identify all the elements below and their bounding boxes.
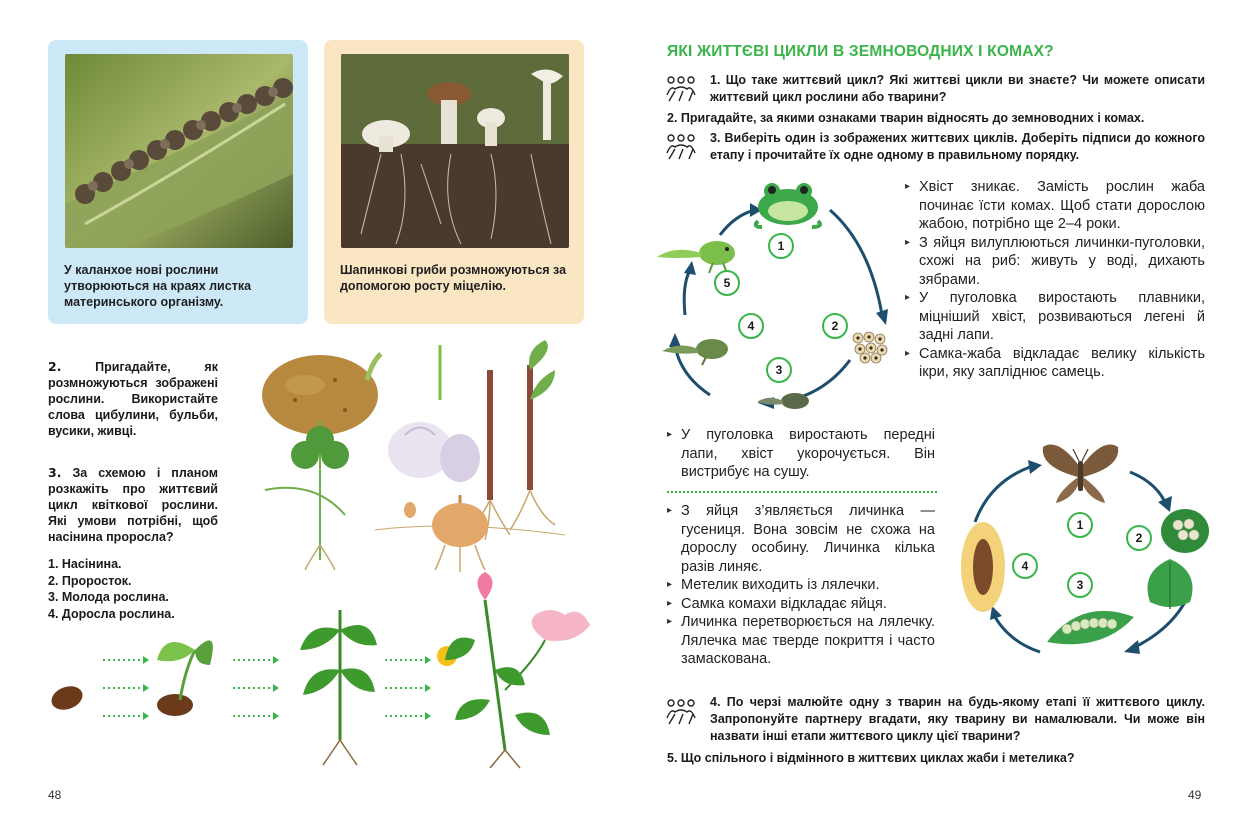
section-divider [667, 491, 937, 493]
question-4: 4. По черзі малюйте одну з тварин на будь-якому етапі її життєвого циклу. Запропонуйте партнеру вгадати, яку тварину ви намалювали. Чи може він назвати інші етапи життєвого циклу цієї тварини? [710, 695, 1205, 743]
frog-caption-extra-list [667, 426, 935, 482]
potato-icon [262, 354, 381, 435]
garlic-icon [388, 345, 480, 482]
right-page-heading: ЯКІ ЖИТТЄВІ ЦИКЛИ В ЗЕМНОВОДНИХ І КОМАХ? [667, 43, 1054, 60]
kalanchoe-photo [65, 54, 293, 248]
seed-icon [48, 682, 86, 714]
frog-eggs-icon [850, 330, 890, 364]
kalanchoe-caption: У каланхое нові рослини утворюються на краях листка материнського організму. [64, 263, 252, 309]
leaf-icon [1140, 557, 1200, 612]
question-5: 5. Що спільного і відмінного в життєвих циклах жаби і метелика? [667, 751, 1075, 765]
frog-caption: ▸ Самка-жаба відкладає велику кількість ікри, яку запліднює самець. [905, 345, 1205, 382]
frog-icon [750, 177, 825, 229]
butterfly-life-cycle-diagram [950, 432, 1215, 667]
group-work-icon [665, 698, 697, 726]
frog-stage-1: 1 [768, 233, 794, 259]
plan-item: 4. Доросла рослина. [48, 606, 175, 621]
plan-item: 2. Проросток. [48, 573, 132, 588]
onion-bulb-icon [375, 495, 565, 572]
group-work-icon [665, 133, 697, 161]
task2-text: Пригадайте, як розмножуються зображені рослини. Використайте слова [48, 360, 218, 422]
frog-stage-2: 2 [822, 313, 848, 339]
task2-words: цибулини, бульби, вусики, живці. [48, 408, 218, 438]
mushroom-caption: Шапинкові гриби розмножуються за допомогою росту міцелію. [340, 263, 567, 293]
task2: 2. Пригадайте, як розмножуються зображені рослини. Використайте слова цибулини, бульби, вусики, живці. [48, 359, 218, 438]
page-number-left: 48 [48, 788, 62, 802]
caterpillar-icon [1042, 597, 1137, 652]
butterfly-icon [1038, 437, 1123, 507]
question-3: 3. Виберіть один із зображених життєвих циклів. Доберіть підписи до кожного етапу і прочитайте їх одне одному в правильному порядку. [710, 131, 1205, 162]
frog-caption: ▸ У пуголовка виростають плавники, міцніший хвіст, розвиваються легені й задні лапи. [905, 289, 1205, 345]
kalanchoe-card [48, 40, 308, 324]
flower-life-cycle-illustration [45, 570, 595, 770]
butterfly-stage-1: 1 [1067, 512, 1093, 538]
mushroom-photo [341, 54, 569, 248]
seedling-icon [157, 640, 213, 716]
cutting-icon [470, 340, 555, 540]
plan-item: 3. Молода рослина. [48, 590, 169, 604]
frog-caption-extra: ▸ У пуголовка виростають передні лапи, хвіст укорочується. Він вистрибує на сушу. [667, 426, 935, 482]
plan-item: 1. Насінина. [48, 557, 122, 571]
butterfly-stage-3: 3 [1067, 572, 1093, 598]
tadpole-icon [755, 390, 815, 412]
pupa-icon [958, 520, 1008, 615]
question-1: 1. Що таке життєвий цикл? Які життєві цикли ви знаєте? Чи можете описати життєвий цикл рослини або тварини? [710, 73, 1205, 104]
tadpole-hind-legs-icon [660, 335, 735, 367]
frog-stage-3: 3 [766, 357, 792, 383]
frog-caption: ▸ Хвіст зникає. Замість рослин жаба починає їсти комах. Щоб стати дорослою жабою, потрібно ще 2–4 роки. [905, 178, 1205, 234]
group-work-icon [665, 75, 697, 103]
flow-arrows [103, 660, 425, 716]
page-number-right: 49 [1188, 788, 1202, 802]
butterfly-stage-2: 2 [1126, 525, 1152, 551]
butterfly-eggs-icon [1160, 507, 1210, 555]
kalanchoe-leaf-icon [65, 54, 293, 248]
frog-stage-5: 5 [714, 270, 740, 296]
butterfly-stage-4: 4 [1012, 553, 1038, 579]
reproduction-plants-illustration [245, 340, 590, 575]
young-plant-icon [300, 610, 377, 765]
adult-plant-icon [437, 572, 590, 768]
tadpole-legs-icon [655, 235, 745, 275]
butterfly-caption: ▸ Самка комахи відкладає яйця. [667, 595, 935, 614]
strawberry-icon [265, 420, 349, 570]
frog-stage-4: 4 [738, 313, 764, 339]
butterfly-caption: ▸ Метелик виходить із лялечки. [667, 576, 935, 595]
task3: 3. За схемою і планом розкажіть про життєвий цикл квіткової рослини. Які умови потрібні, щоб насінина проросла? [48, 465, 218, 544]
butterfly-caption: ▸ Личинка перетворюється на лялечку. Лялечка має тверде покриття і часто замаскована. [667, 613, 935, 669]
butterfly-captions [667, 502, 935, 669]
task3-text: За схемою і планом розкажіть про життєвий цикл квіткової рослини. Які умови потрібні, щоб насінина проросла? [48, 466, 218, 544]
frog-life-cycle-diagram [650, 175, 895, 420]
frog-captions [905, 178, 1205, 382]
mushroom-card [324, 40, 584, 324]
mushroom-icon [341, 54, 569, 248]
frog-caption: ▸ З яйця вилуплюються личинки-пуголовки, схожі на риб: живуть у воді, дихають зябрами. [905, 234, 1205, 290]
butterfly-caption: ▸ З яйця з’являється личинка — гусениця. Вона зовсім не схожа на дорослу особину. Личинка кілька разів линяє. [667, 502, 935, 576]
question-2: 2. Пригадайте, за якими ознаками тварин відносять до земноводних і комах. [667, 111, 1145, 125]
